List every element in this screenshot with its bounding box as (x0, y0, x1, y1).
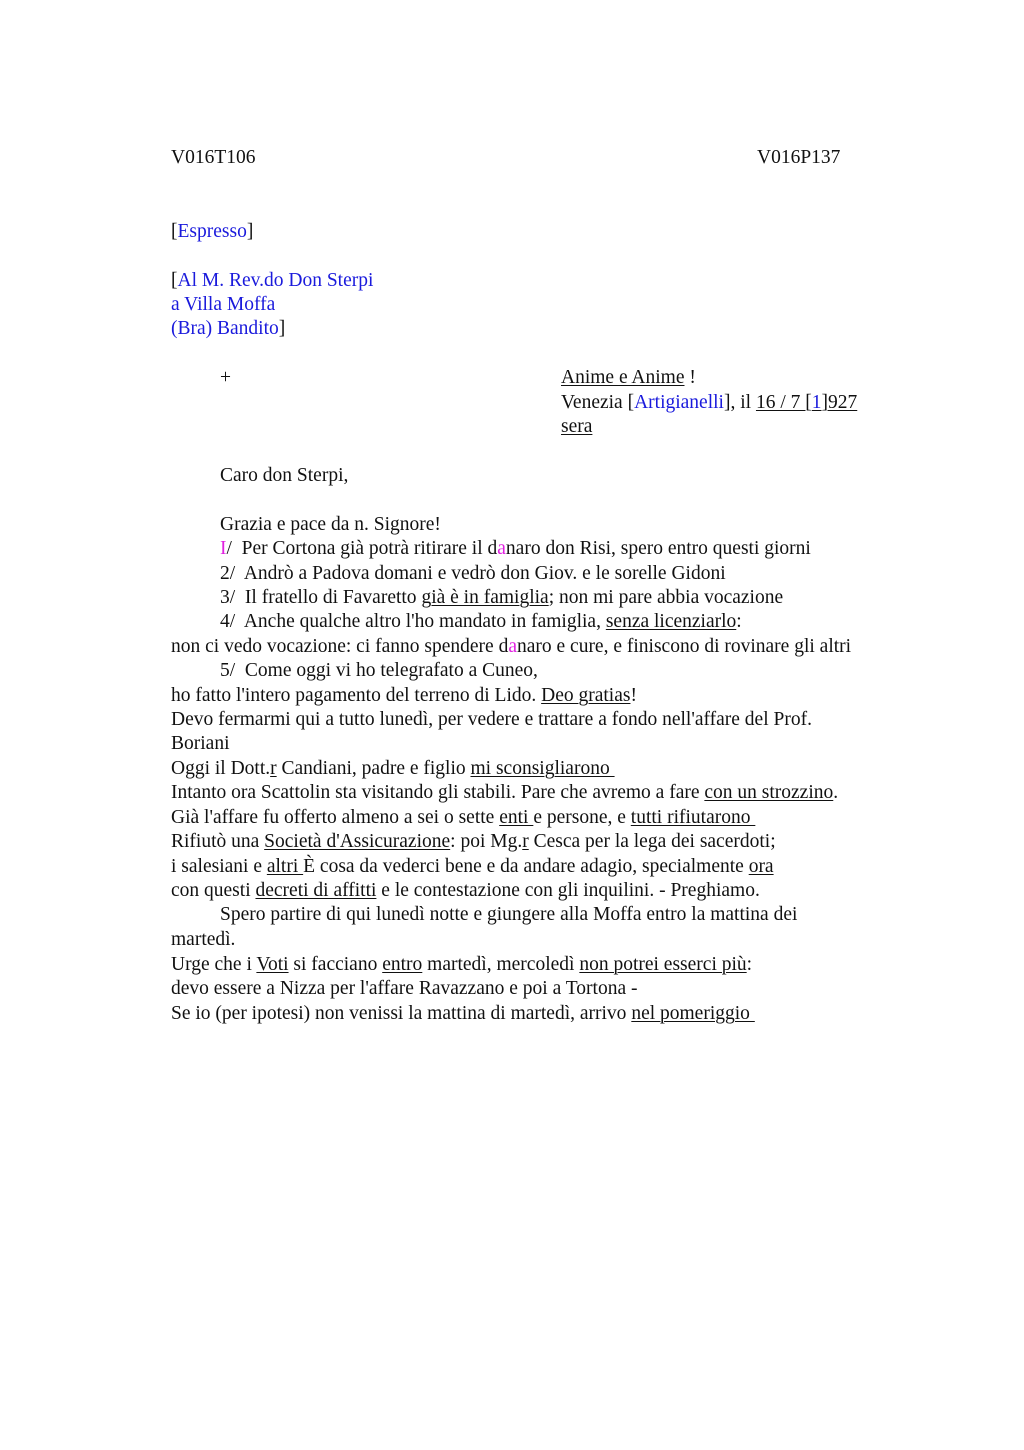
address-line-3: (Bra) Bandito] (171, 318, 286, 339)
line-7-underlined: Deo gratias (541, 685, 631, 706)
line-12-text-a: Già l'affare fu offerto almeno a sei o sette (171, 807, 500, 828)
body-line-13 (171, 830, 776, 854)
point-4-text-a: 4/ Anche qualche altro l'ho mandato in famiglia, (220, 611, 606, 632)
greeting: Grazia e pace da n. Signore! (220, 514, 441, 535)
espresso-label: Espresso (177, 221, 247, 242)
line-10-text-a: Oggi il Dott. (171, 758, 271, 779)
body-line-9: Boriani (171, 733, 230, 754)
line-18-text-c: martedì, mercoledì (422, 954, 580, 975)
correction-letter: a (508, 636, 517, 657)
line-13-underlined-1: Società d'Assicurazione (264, 831, 451, 852)
line-20-text-a: Se io (per ipotesi) non venissi la mattina di martedì, arrivo (171, 1003, 632, 1024)
point-4-text-b: : (736, 611, 742, 632)
body-line-14 (171, 855, 774, 879)
motto-line (561, 366, 696, 390)
point-1 (220, 537, 811, 561)
date-part-2: ]927 (821, 392, 858, 413)
place: Venezia [ (561, 392, 635, 413)
address-line-1: [Al M. Rev.do Don Sterpi (171, 270, 374, 291)
point-3 (220, 586, 783, 610)
body-line-12 (171, 806, 755, 830)
line-10-text-b: Candiani, padre e figlio (276, 758, 471, 779)
line-14-underlined-1: altri (266, 856, 304, 877)
body-line-10 (171, 757, 615, 781)
date-part-1: 16 / 7 [ (755, 392, 812, 413)
body-line-19: devo essere a Nizza per l'affare Ravazzano e poi a Tortona - (171, 978, 638, 999)
address-line-2: a Villa Moffa (171, 294, 276, 315)
motto: Anime e Anime (561, 367, 685, 388)
line-11-underlined: con un strozzino (704, 782, 834, 803)
body-line-5 (171, 635, 851, 659)
point-4 (220, 610, 742, 634)
point-4-underlined: senza licenziarlo (605, 611, 737, 632)
correction-letter: a (497, 538, 506, 559)
line-14-underlined-2: ora (748, 856, 774, 877)
place-institution: Artigianelli (634, 392, 724, 413)
motto-suffix: ! (684, 367, 696, 388)
line-18-underlined-1: Voti (256, 954, 289, 975)
cross-symbol: + (220, 367, 231, 388)
date-digit: 1 (811, 392, 822, 413)
point-1-text-b: naro don Risi, spero entro questi giorni (505, 538, 811, 559)
evening: sera (561, 416, 593, 437)
line-18-underlined-2: entro (382, 954, 423, 975)
line-15-text-a: con questi (171, 880, 256, 901)
line-13-underlined-2: r (522, 831, 529, 852)
place-date-line (561, 391, 857, 415)
line-11-text-a: Intanto ora Scattolin sta visitando gli stabili. Pare che avremo a fare (171, 782, 705, 803)
place-after: ], il (723, 392, 756, 413)
line-18-text-d: : (746, 954, 753, 975)
body-line-11 (171, 781, 838, 805)
line-13-text-b: : poi Mg. (450, 831, 523, 852)
line-13-text-c: Cesca per la lega dei sacerdoti; (528, 831, 776, 852)
line-18-underlined-3: non potrei esserci più (579, 954, 747, 975)
line-12-text-b: e persone, e (533, 807, 631, 828)
point-3-text-a: 3/ Il fratello di Favaretto (220, 587, 422, 608)
body-line-18 (171, 953, 752, 977)
line-5-text-b: naro e cure, e finiscono di rovinare gli altri (516, 636, 852, 657)
line-12-underlined-1: enti (499, 807, 534, 828)
evening-line (561, 415, 592, 439)
body-line-20 (171, 1002, 755, 1026)
address-line-3-text: (Bra) Bandito (171, 318, 279, 339)
line-14-text-a: i salesiani e (171, 856, 267, 877)
document-code-left: V016T106 (171, 147, 256, 168)
salutation: Caro don Sterpi, (220, 465, 349, 486)
line-15-underlined: decreti di affitti (255, 880, 377, 901)
line-14-text-b: È cosa da vederci bene e da andare adagio, specialmente (303, 856, 749, 877)
body-line-16: Spero partire di qui lunedì notte e giungere alla Moffa entro la mattina dei (220, 904, 798, 925)
point-1-number: I (220, 538, 227, 559)
point-5: 5/ Come oggi vi ho telegrafato a Cuneo, (220, 660, 538, 681)
line-13-text-a: Rifiutò una (171, 831, 265, 852)
address-line-1-text: Al M. Rev.do Don Sterpi (177, 270, 374, 291)
line-10-underlined-2: mi sconsigliarono (470, 758, 615, 779)
line-18-text-a: Urge che i (171, 954, 257, 975)
body-line-8: Devo fermarmi qui a tutto lunedì, per vedere e trattare a fondo nell'affare del Prof. (171, 709, 812, 730)
body-line-7 (171, 684, 637, 708)
point-3-text-b: ; non mi pare abbia vocazione (548, 587, 784, 608)
point-2: 2/ Andrò a Padova domani e vedrò don Giov. e le sorelle Gidoni (220, 563, 726, 584)
line-10-underlined-1: r (270, 758, 277, 779)
line-5-text-a: non ci vedo vocazione: ci fanno spendere d (171, 636, 509, 657)
delivery-note: [Espresso] (171, 221, 254, 242)
body-line-15 (171, 879, 760, 903)
document-code-right: V016P137 (757, 147, 841, 168)
line-12-underlined-2: tutti rifiutarono (630, 807, 756, 828)
point-3-underlined: già è in famiglia (421, 587, 549, 608)
line-15-text-b: e le contestazione con gli inquilini. - Preghiamo. (376, 880, 760, 901)
body-line-17: martedì. (171, 929, 236, 950)
line-11-text-b: . (833, 782, 839, 803)
point-1-text-a: / Per Cortona già potrà ritirare il d (226, 538, 498, 559)
date (756, 392, 857, 413)
line-18-text-b: si facciano (288, 954, 383, 975)
line-7-text-b: ! (630, 685, 637, 706)
line-7-text-a: ho fatto l'intero pagamento del terreno di Lido. (171, 685, 542, 706)
line-20-underlined: nel pomeriggio (631, 1003, 755, 1024)
